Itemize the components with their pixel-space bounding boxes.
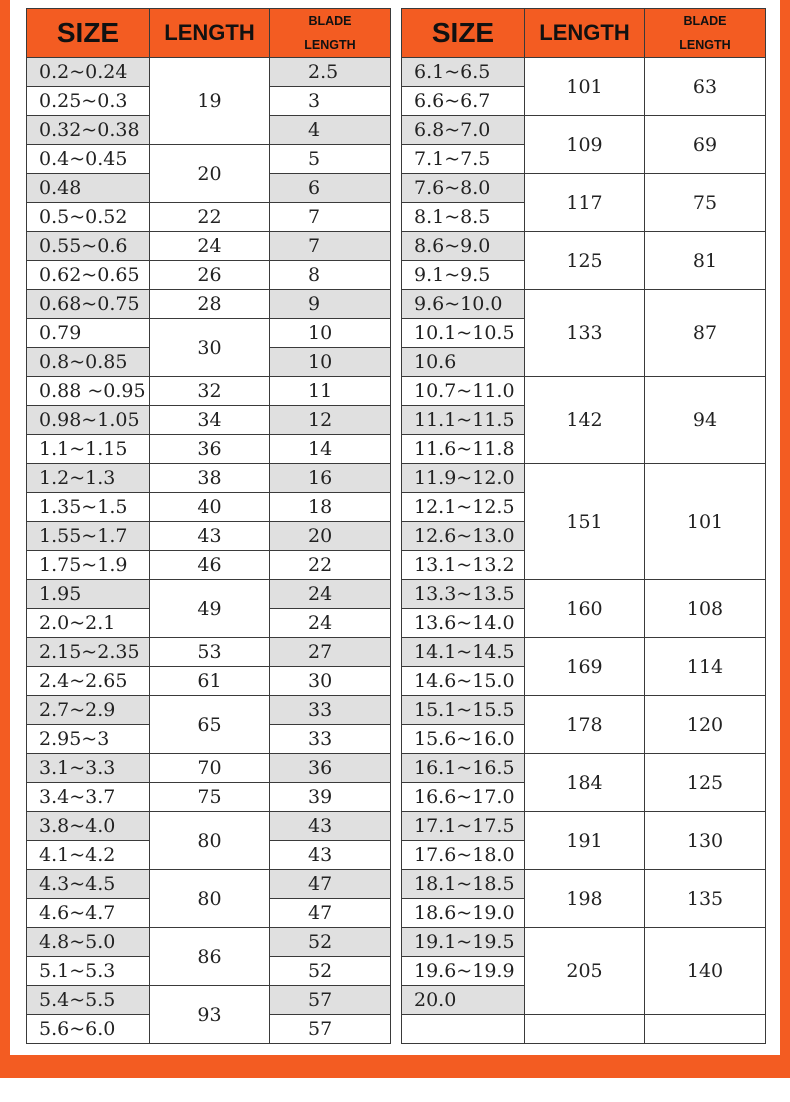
blade-length-cell: 135 bbox=[645, 870, 766, 928]
size-cell: 4.6~4.7 bbox=[27, 899, 150, 928]
length-cell: 43 bbox=[150, 522, 270, 551]
blade-length-cell: 33 bbox=[270, 725, 391, 754]
table-row bbox=[402, 464, 766, 493]
right-table-body bbox=[402, 58, 766, 1044]
length-cell: 184 bbox=[525, 754, 645, 812]
table-row bbox=[27, 319, 391, 348]
length-cell: 26 bbox=[150, 261, 270, 290]
size-cell: 3.8~4.0 bbox=[27, 812, 150, 841]
blade-length-cell: 125 bbox=[645, 754, 766, 812]
table-row bbox=[27, 870, 391, 899]
header-blade-line1: BLADE bbox=[683, 14, 727, 28]
blade-length-cell: 5 bbox=[270, 145, 391, 174]
blade-length-cell bbox=[645, 1015, 766, 1044]
blade-length-cell: 69 bbox=[645, 116, 766, 174]
blade-length-cell: 16 bbox=[270, 464, 391, 493]
header-size: SIZE bbox=[402, 9, 525, 58]
length-cell: 61 bbox=[150, 667, 270, 696]
table-row bbox=[27, 783, 391, 812]
length-cell: 34 bbox=[150, 406, 270, 435]
size-cell: 14.6~15.0 bbox=[402, 667, 525, 696]
table-row bbox=[402, 812, 766, 841]
length-cell: 169 bbox=[525, 638, 645, 696]
blade-length-cell: 36 bbox=[270, 754, 391, 783]
size-cell: 0.5~0.52 bbox=[27, 203, 150, 232]
blade-length-cell: 87 bbox=[645, 290, 766, 377]
size-cell: 11.6~11.8 bbox=[402, 435, 525, 464]
header-length: LENGTH bbox=[150, 9, 270, 58]
size-cell: 1.95 bbox=[27, 580, 150, 609]
size-cell: 18.1~18.5 bbox=[402, 870, 525, 899]
size-cell: 13.6~14.0 bbox=[402, 609, 525, 638]
blade-length-cell: 52 bbox=[270, 928, 391, 957]
table-row bbox=[27, 377, 391, 406]
blade-length-cell: 114 bbox=[645, 638, 766, 696]
length-cell: 125 bbox=[525, 232, 645, 290]
size-cell: 2.0~2.1 bbox=[27, 609, 150, 638]
header-blade-length bbox=[645, 9, 766, 58]
size-cell: 0.2~0.24 bbox=[27, 58, 150, 87]
blade-length-cell: 43 bbox=[270, 841, 391, 870]
size-cell: 3.4~3.7 bbox=[27, 783, 150, 812]
length-cell: 117 bbox=[525, 174, 645, 232]
blade-length-cell: 43 bbox=[270, 812, 391, 841]
blade-length-cell: 27 bbox=[270, 638, 391, 667]
table-row bbox=[27, 667, 391, 696]
size-table-right bbox=[401, 8, 766, 1044]
size-cell: 18.6~19.0 bbox=[402, 899, 525, 928]
blade-length-cell: 10 bbox=[270, 348, 391, 377]
length-cell bbox=[525, 1015, 645, 1044]
size-cell: 12.1~12.5 bbox=[402, 493, 525, 522]
table-row bbox=[27, 145, 391, 174]
size-cell: 4.8~5.0 bbox=[27, 928, 150, 957]
blade-length-cell: 9 bbox=[270, 290, 391, 319]
table-row bbox=[27, 493, 391, 522]
table-row bbox=[27, 203, 391, 232]
size-cell: 6.6~6.7 bbox=[402, 87, 525, 116]
table-row bbox=[27, 435, 391, 464]
size-cell: 0.98~1.05 bbox=[27, 406, 150, 435]
size-cell: 2.7~2.9 bbox=[27, 696, 150, 725]
size-cell: 3.1~3.3 bbox=[27, 754, 150, 783]
size-cell: 16.1~16.5 bbox=[402, 754, 525, 783]
blade-length-cell: 7 bbox=[270, 232, 391, 261]
size-cell: 15.6~16.0 bbox=[402, 725, 525, 754]
size-cell: 17.6~18.0 bbox=[402, 841, 525, 870]
table-row bbox=[27, 754, 391, 783]
table-row bbox=[27, 696, 391, 725]
blade-length-cell: 10 bbox=[270, 319, 391, 348]
size-cell: 4.3~4.5 bbox=[27, 870, 150, 899]
size-cell: 12.6~13.0 bbox=[402, 522, 525, 551]
size-cell: 16.6~17.0 bbox=[402, 783, 525, 812]
size-cell: 8.1~8.5 bbox=[402, 203, 525, 232]
header-row bbox=[402, 9, 766, 58]
size-cell: 0.68~0.75 bbox=[27, 290, 150, 319]
length-cell: 30 bbox=[150, 319, 270, 377]
table-row bbox=[27, 464, 391, 493]
size-cell: 11.1~11.5 bbox=[402, 406, 525, 435]
length-cell: 142 bbox=[525, 377, 645, 464]
blade-length-cell: 20 bbox=[270, 522, 391, 551]
size-cell: 20.0 bbox=[402, 986, 525, 1015]
length-cell: 109 bbox=[525, 116, 645, 174]
length-cell: 133 bbox=[525, 290, 645, 377]
size-cell: 14.1~14.5 bbox=[402, 638, 525, 667]
blade-length-cell: 11 bbox=[270, 377, 391, 406]
table-row bbox=[402, 638, 766, 667]
blade-length-cell: 24 bbox=[270, 580, 391, 609]
blade-length-cell: 63 bbox=[645, 58, 766, 116]
size-cell: 2.4~2.65 bbox=[27, 667, 150, 696]
table-row bbox=[402, 928, 766, 957]
size-cell: 1.35~1.5 bbox=[27, 493, 150, 522]
table-row bbox=[27, 638, 391, 667]
blade-length-cell: 14 bbox=[270, 435, 391, 464]
size-cell bbox=[402, 1015, 525, 1044]
blade-length-cell: 6 bbox=[270, 174, 391, 203]
table-row bbox=[402, 58, 766, 87]
length-cell: 178 bbox=[525, 696, 645, 754]
size-cell: 0.25~0.3 bbox=[27, 87, 150, 116]
blade-length-cell: 94 bbox=[645, 377, 766, 464]
size-cell: 11.9~12.0 bbox=[402, 464, 525, 493]
size-cell: 4.1~4.2 bbox=[27, 841, 150, 870]
table-row bbox=[402, 1015, 766, 1044]
length-cell: 101 bbox=[525, 58, 645, 116]
size-cell: 2.15~2.35 bbox=[27, 638, 150, 667]
table-row bbox=[27, 261, 391, 290]
blade-length-cell: 12 bbox=[270, 406, 391, 435]
length-cell: 40 bbox=[150, 493, 270, 522]
blade-length-cell: 120 bbox=[645, 696, 766, 754]
header-length: LENGTH bbox=[525, 9, 645, 58]
table-row bbox=[402, 174, 766, 203]
size-cell: 6.8~7.0 bbox=[402, 116, 525, 145]
table-row bbox=[402, 377, 766, 406]
blade-length-cell: 8 bbox=[270, 261, 391, 290]
size-cell: 5.1~5.3 bbox=[27, 957, 150, 986]
header-blade-line1: BLADE bbox=[308, 14, 352, 28]
size-cell: 8.6~9.0 bbox=[402, 232, 525, 261]
table-row bbox=[402, 754, 766, 783]
size-cell: 1.1~1.15 bbox=[27, 435, 150, 464]
length-cell: 160 bbox=[525, 580, 645, 638]
size-cell: 1.75~1.9 bbox=[27, 551, 150, 580]
size-cell: 0.55~0.6 bbox=[27, 232, 150, 261]
size-cell: 7.1~7.5 bbox=[402, 145, 525, 174]
header-blade-length bbox=[270, 9, 391, 58]
blade-length-cell: 2.5 bbox=[270, 58, 391, 87]
size-cell: 2.95~3 bbox=[27, 725, 150, 754]
length-cell: 28 bbox=[150, 290, 270, 319]
table-row bbox=[27, 232, 391, 261]
header-size: SIZE bbox=[27, 9, 150, 58]
table-row bbox=[402, 116, 766, 145]
length-cell: 151 bbox=[525, 464, 645, 580]
table-row bbox=[27, 928, 391, 957]
blade-length-cell: 140 bbox=[645, 928, 766, 1015]
blade-length-cell: 3 bbox=[270, 87, 391, 116]
blade-length-cell: 81 bbox=[645, 232, 766, 290]
size-cell: 0.4~0.45 bbox=[27, 145, 150, 174]
size-cell: 0.88 ~0.95 bbox=[27, 377, 150, 406]
size-cell: 17.1~17.5 bbox=[402, 812, 525, 841]
blade-length-cell: 24 bbox=[270, 609, 391, 638]
length-cell: 75 bbox=[150, 783, 270, 812]
size-cell: 1.2~1.3 bbox=[27, 464, 150, 493]
length-cell: 65 bbox=[150, 696, 270, 754]
size-cell: 10.6 bbox=[402, 348, 525, 377]
table-row bbox=[27, 406, 391, 435]
size-cell: 0.8~0.85 bbox=[27, 348, 150, 377]
table-row bbox=[27, 812, 391, 841]
size-cell: 6.1~6.5 bbox=[402, 58, 525, 87]
table-row bbox=[402, 290, 766, 319]
size-cell: 7.6~8.0 bbox=[402, 174, 525, 203]
blade-length-cell: 39 bbox=[270, 783, 391, 812]
length-cell: 191 bbox=[525, 812, 645, 870]
size-cell: 0.79 bbox=[27, 319, 150, 348]
table-row bbox=[402, 580, 766, 609]
size-cell: 1.55~1.7 bbox=[27, 522, 150, 551]
blade-length-cell: 33 bbox=[270, 696, 391, 725]
size-cell: 0.32~0.38 bbox=[27, 116, 150, 145]
size-cell: 10.7~11.0 bbox=[402, 377, 525, 406]
blade-length-cell: 4 bbox=[270, 116, 391, 145]
size-cell: 19.1~19.5 bbox=[402, 928, 525, 957]
blade-length-cell: 30 bbox=[270, 667, 391, 696]
size-cell: 15.1~15.5 bbox=[402, 696, 525, 725]
size-cell: 9.6~10.0 bbox=[402, 290, 525, 319]
size-cell: 0.62~0.65 bbox=[27, 261, 150, 290]
header-row bbox=[27, 9, 391, 58]
length-cell: 20 bbox=[150, 145, 270, 203]
blade-length-cell: 130 bbox=[645, 812, 766, 870]
table-row bbox=[402, 232, 766, 261]
size-table-left bbox=[26, 8, 391, 1044]
length-cell: 86 bbox=[150, 928, 270, 986]
length-cell: 32 bbox=[150, 377, 270, 406]
size-cell: 10.1~10.5 bbox=[402, 319, 525, 348]
blade-length-cell: 108 bbox=[645, 580, 766, 638]
length-cell: 53 bbox=[150, 638, 270, 667]
length-cell: 93 bbox=[150, 986, 270, 1044]
size-cell: 13.3~13.5 bbox=[402, 580, 525, 609]
length-cell: 198 bbox=[525, 870, 645, 928]
header-blade-line2: LENGTH bbox=[304, 38, 356, 52]
length-cell: 49 bbox=[150, 580, 270, 638]
blade-length-cell: 57 bbox=[270, 986, 391, 1015]
size-cell: 5.4~5.5 bbox=[27, 986, 150, 1015]
blade-length-cell: 52 bbox=[270, 957, 391, 986]
table-row bbox=[27, 290, 391, 319]
size-cell: 0.48 bbox=[27, 174, 150, 203]
blade-length-cell: 57 bbox=[270, 1015, 391, 1044]
left-table-body bbox=[27, 58, 391, 1044]
length-cell: 70 bbox=[150, 754, 270, 783]
blade-length-cell: 18 bbox=[270, 493, 391, 522]
size-cell: 13.1~13.2 bbox=[402, 551, 525, 580]
table-row bbox=[27, 580, 391, 609]
size-cell: 19.6~19.9 bbox=[402, 957, 525, 986]
header-blade-line2: LENGTH bbox=[679, 38, 731, 52]
blade-length-cell: 22 bbox=[270, 551, 391, 580]
length-cell: 80 bbox=[150, 870, 270, 928]
length-cell: 24 bbox=[150, 232, 270, 261]
table-row bbox=[27, 986, 391, 1015]
size-cell: 5.6~6.0 bbox=[27, 1015, 150, 1044]
length-cell: 46 bbox=[150, 551, 270, 580]
length-cell: 19 bbox=[150, 58, 270, 145]
table-row bbox=[402, 696, 766, 725]
blade-length-cell: 75 bbox=[645, 174, 766, 232]
table-row bbox=[27, 58, 391, 87]
blade-length-cell: 7 bbox=[270, 203, 391, 232]
size-cell: 9.1~9.5 bbox=[402, 261, 525, 290]
table-row bbox=[27, 522, 391, 551]
blade-length-cell: 47 bbox=[270, 899, 391, 928]
length-cell: 38 bbox=[150, 464, 270, 493]
length-cell: 36 bbox=[150, 435, 270, 464]
length-cell: 205 bbox=[525, 928, 645, 1015]
length-cell: 22 bbox=[150, 203, 270, 232]
blade-length-cell: 101 bbox=[645, 464, 766, 580]
blade-length-cell: 47 bbox=[270, 870, 391, 899]
length-cell: 80 bbox=[150, 812, 270, 870]
table-row bbox=[402, 870, 766, 899]
table-row bbox=[27, 551, 391, 580]
